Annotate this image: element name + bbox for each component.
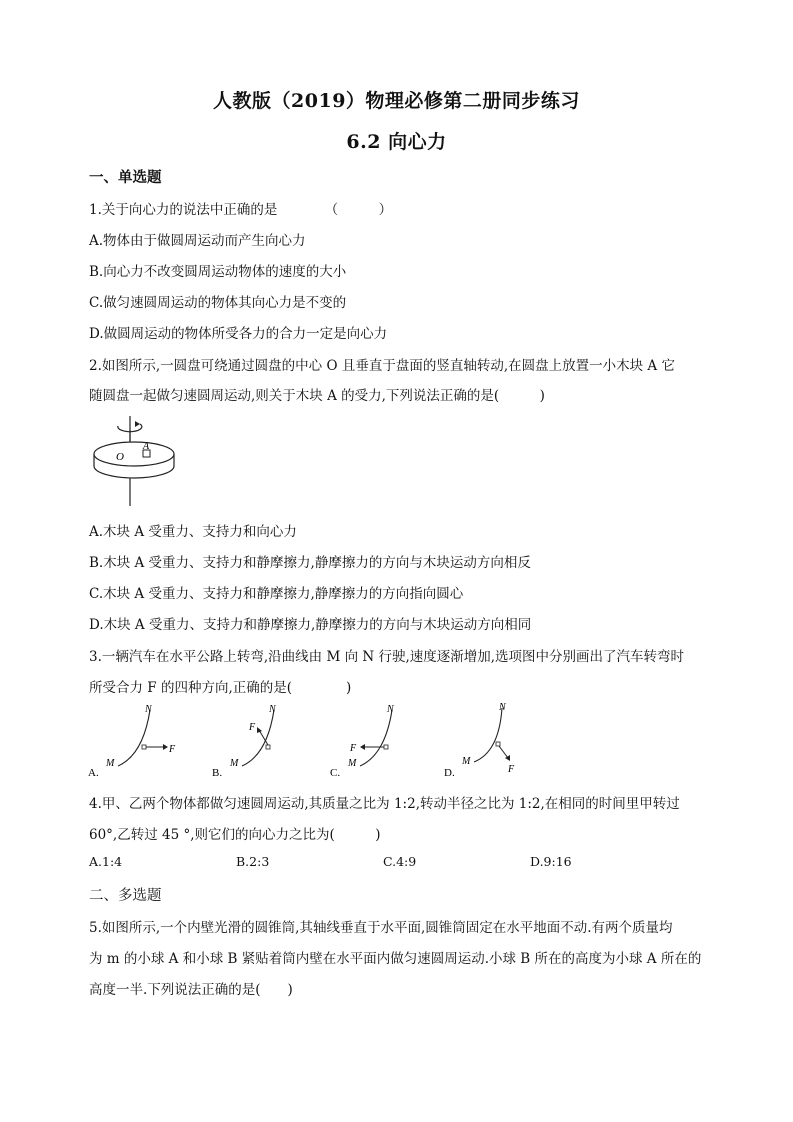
- curve-figure-d: [444, 700, 544, 780]
- figure-d-start-label: M: [462, 756, 471, 767]
- question-4-stem-line-2: 60°,乙转过 45 °,则它们的向心力之比为( ): [89, 827, 381, 843]
- question-4-option-b: B.2:3: [236, 854, 270, 869]
- figure-c-end-label: N: [387, 704, 394, 715]
- question-3-stem-line-1: 3.一辆汽车在水平公路上转弯,沿曲线由 M 向 N 行驶,速度逐渐增加,选项图中分别画出了汽车转弯时: [89, 649, 685, 665]
- question-4-stem-line-1: 4.甲、乙两个物体都做匀速圆周运动,其质量之比为 1:2,转动半径之比为 1:2,在相同的时间里甲转过: [89, 796, 680, 812]
- question-1-option-c: C.做匀速圆周运动的物体其向心力是不变的: [89, 295, 347, 311]
- question-4-option-a: A.1:4: [89, 854, 123, 869]
- figure-d-option-label: D.: [444, 767, 455, 779]
- curve-figure-c: [330, 700, 430, 780]
- lesson-title: 6.2 向心力: [346, 131, 447, 153]
- curve-figure-b: [212, 700, 312, 780]
- question-5-stem-line-3: 高度一半.下列说法正确的是( ): [89, 982, 293, 998]
- figure-d-force-label: F: [508, 764, 515, 775]
- question-4-option-d: D.9:16: [530, 854, 572, 869]
- question-5-stem-line-2: 为 m 的小球 A 和小球 B 紧贴着筒内壁在水平面内做匀速圆周运动.小球 B 所在的高度为小球 A 所在的: [89, 951, 702, 967]
- figure-d-end-label: N: [499, 702, 506, 713]
- question-2-stem-line-1: 2.如图所示,一圆盘可绕通过圆盘的中心 O 且垂直于盘面的竖直轴转动,在圆盘上放置一小木块 A 它: [89, 358, 675, 374]
- question-5-stem-line-1: 5.如图所示,一个内壁光滑的圆锥筒,其轴线垂直于水平面,圆锥筒固定在水平地面不动.有两个质量均: [89, 920, 673, 936]
- question-2-option-c: C.木块 A 受重力、支持力和静摩擦力,静摩擦力的方向指向圆心: [89, 586, 464, 602]
- question-4-option-c: C.4:9: [383, 854, 417, 869]
- question-2-option-a: A.木块 A 受重力、支持力和向心力: [89, 524, 297, 540]
- disk-center-label: O: [116, 451, 124, 463]
- figure-a-option-label: A.: [88, 767, 99, 779]
- worksheet-title: 人教版（2019）物理必修第二册同步练习: [213, 90, 580, 112]
- question-1-stem: 1.关于向心力的说法中正确的是 （ ）: [89, 202, 393, 218]
- question-1-option-b: B.向心力不改变圆周运动物体的速度的大小: [89, 264, 347, 280]
- figure-b-force-label: F: [249, 722, 256, 733]
- figure-c-start-label: M: [348, 758, 357, 769]
- question-3-stem-line-2: 所受合力 F 的四种方向,正确的是( ): [89, 680, 352, 696]
- section-heading-multiple-choice: 二、多选题: [89, 888, 162, 904]
- question-2-stem-line-2: 随圆盘一起做匀速圆周运动,则关于木块 A 的受力,下列说法正确的是( ): [89, 388, 545, 404]
- figure-a-end-label: N: [145, 704, 152, 715]
- section-heading-single-choice: 一、单选题: [89, 169, 162, 186]
- figure-b-option-label: B.: [212, 767, 223, 779]
- rotating-disk-figure: [88, 410, 188, 510]
- figure-c-option-label: C.: [330, 767, 341, 779]
- curve-figure-a: [88, 700, 188, 780]
- figure-b-end-label: N: [269, 704, 276, 715]
- figure-c-force-label: F: [350, 743, 357, 754]
- block-label: A: [143, 441, 150, 452]
- question-1-option-a: A.物体由于做圆周运动而产生向心力: [89, 233, 306, 249]
- figure-a-force-label: F: [169, 744, 176, 755]
- figure-a-start-label: M: [106, 758, 115, 769]
- question-1-option-d: D.做圆周运动的物体所受各力的合力一定是向心力: [89, 326, 388, 342]
- question-2-option-d: D.木块 A 受重力、支持力和静摩擦力,静摩擦力的方向与木块运动方向相同: [89, 617, 532, 633]
- question-2-option-b: B.木块 A 受重力、支持力和静摩擦力,静摩擦力的方向与木块运动方向相反: [89, 555, 531, 571]
- figure-b-start-label: M: [230, 758, 239, 769]
